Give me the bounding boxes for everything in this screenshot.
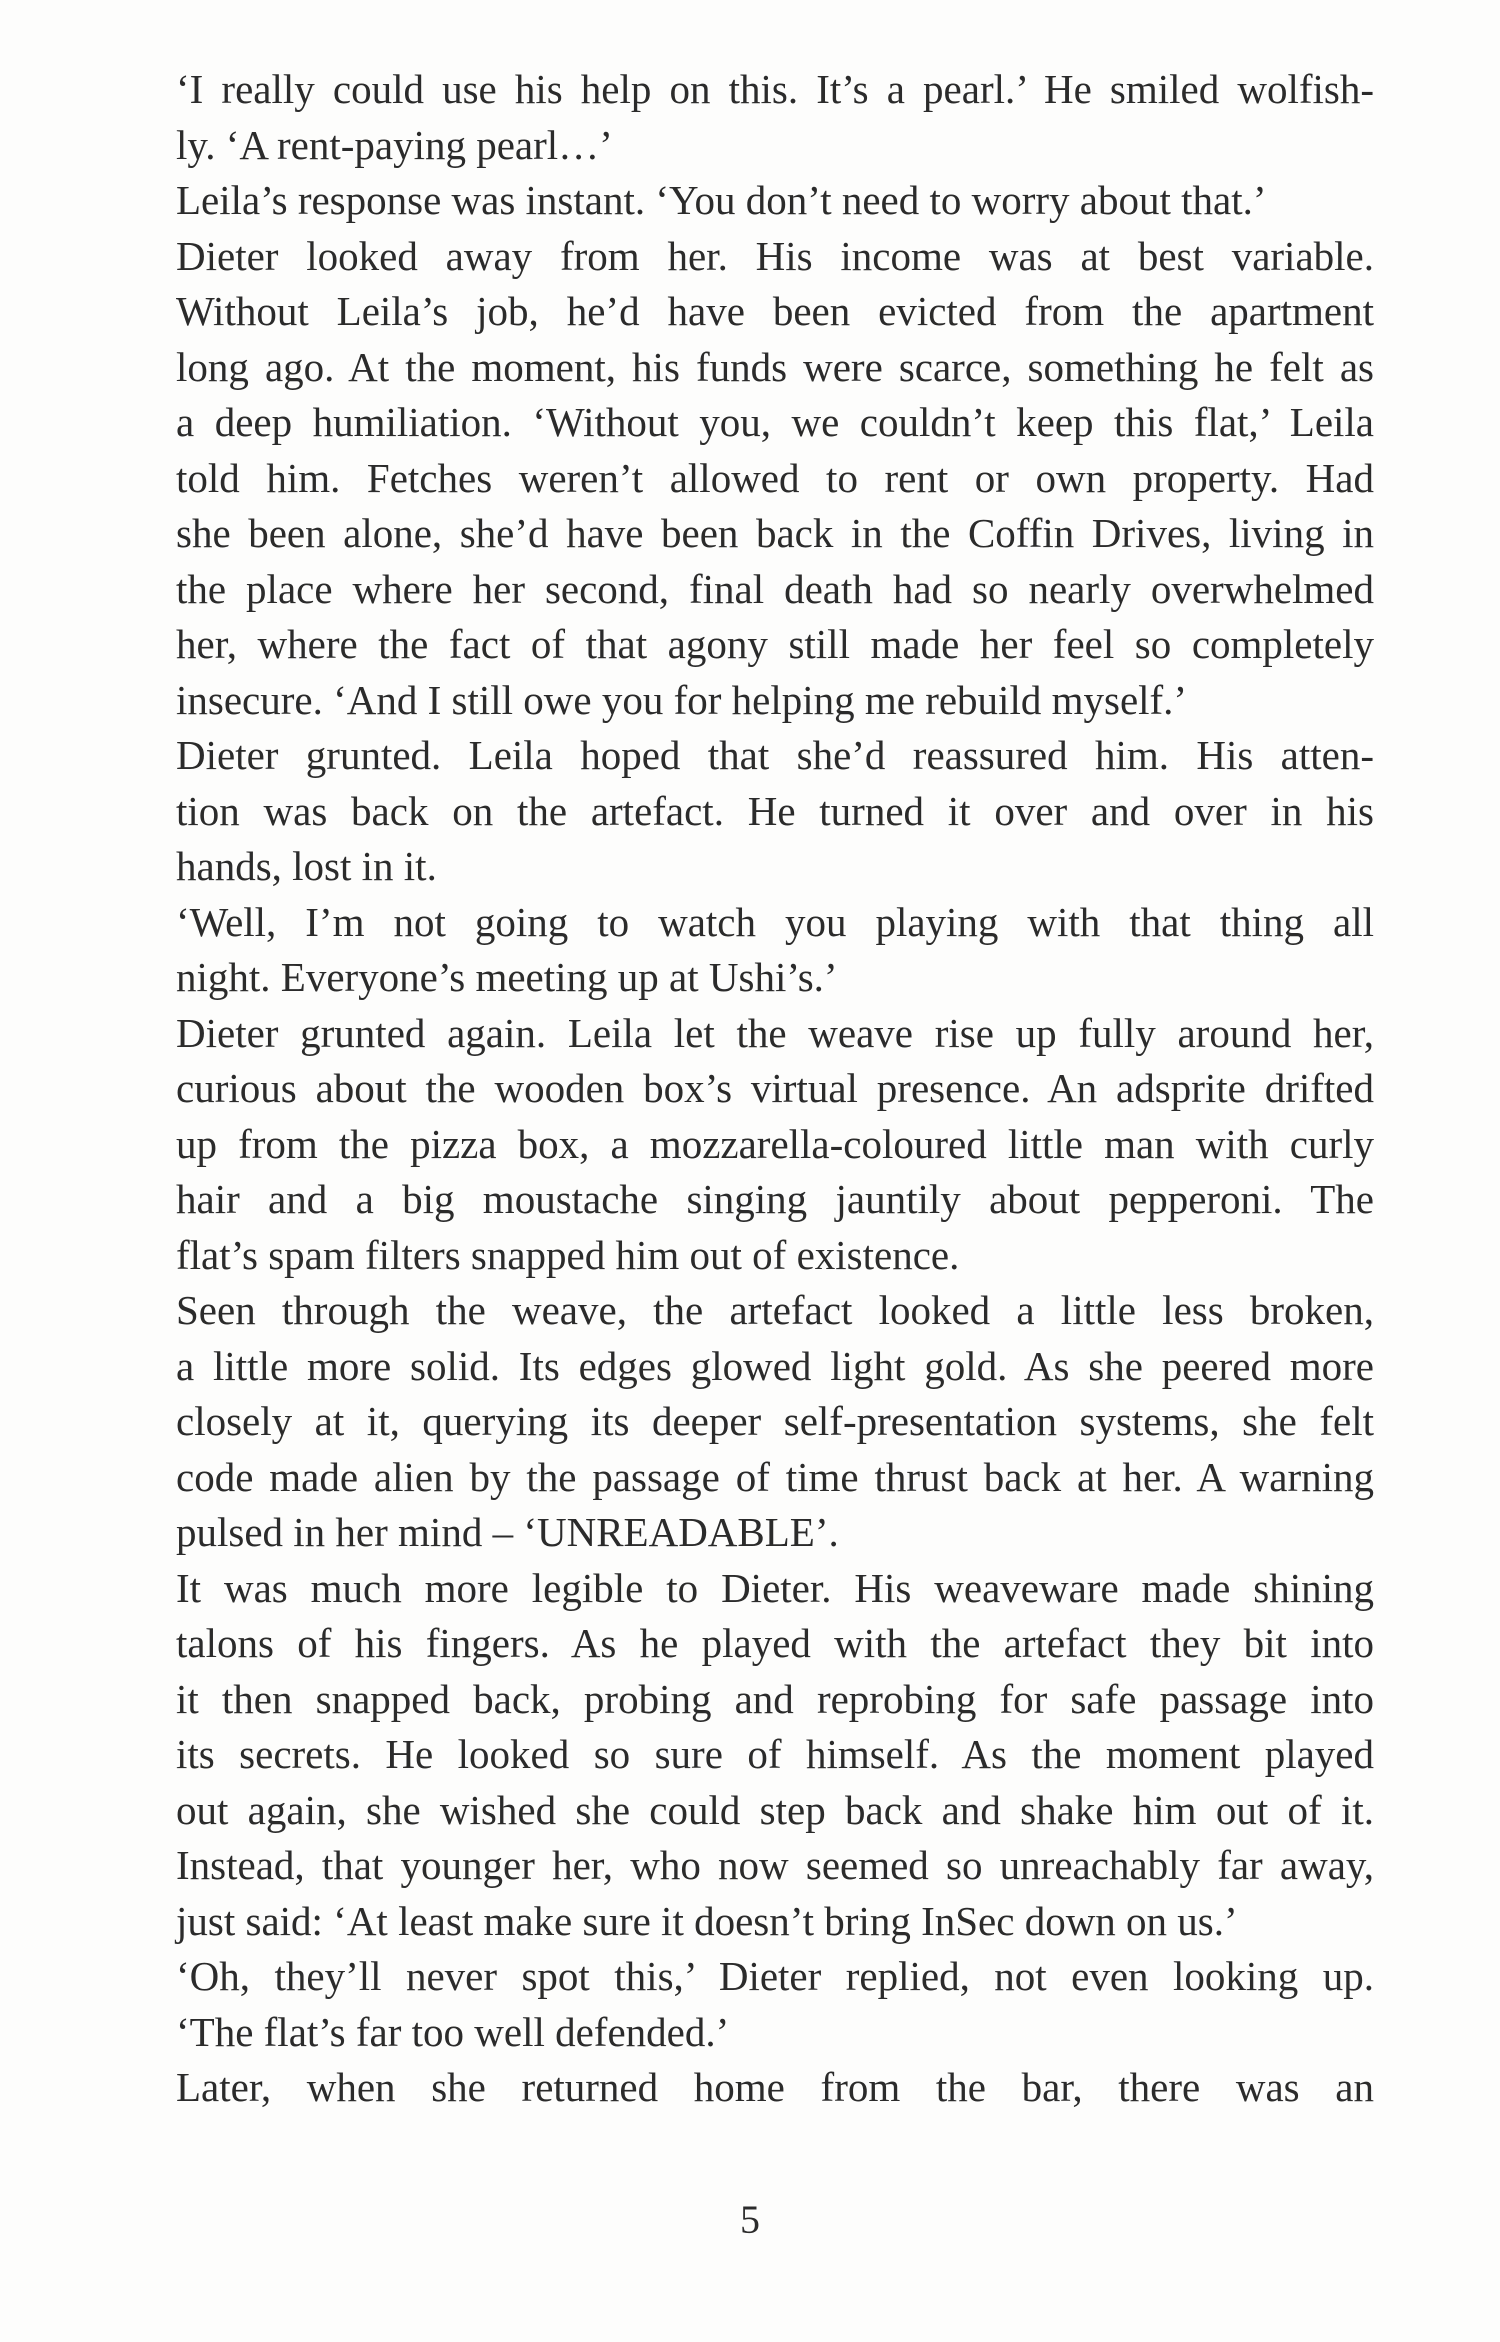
text-line: a little more solid. Its edges glowed light gold. As she peered more bbox=[176, 1342, 1374, 1389]
text-line: ‘The flat’s far too well defended.’ bbox=[176, 2008, 730, 2055]
text-line: insecure. ‘And I still owe you for helping me rebuild myself.’ bbox=[176, 676, 1188, 723]
text-line: Leila’s response was instant. ‘You don’t need to worry about that.’ bbox=[176, 177, 1267, 223]
text-line: up from the pizza box, a mozzarella-coloured little man with curly bbox=[176, 1120, 1374, 1167]
text-line: Dieter grunted again. Leila let the weave rise up fully around her, bbox=[176, 1009, 1374, 1056]
text-line: tion was back on the artefact. He turned it over and over in his bbox=[176, 787, 1374, 834]
text-line: closely at it, querying its deeper self-presentation systems, she felt bbox=[176, 1398, 1374, 1444]
text-line: Without Leila’s job, he’d have been evicted from the apartment bbox=[176, 288, 1374, 334]
text-line: It was much more legible to Dieter. His weaveware made shining bbox=[176, 1564, 1374, 1611]
text-line: her, where the fact of that agony still made her feel so completely bbox=[176, 621, 1374, 667]
text-line: Seen through the weave, the artefact looked a little less broken, bbox=[176, 1287, 1374, 1333]
body-text bbox=[176, 62, 1374, 2116]
text-line: curious about the wooden box’s virtual presence. An adsprite drifted bbox=[176, 1065, 1374, 1111]
text-line: ‘I really could use his help on this. It’s a pearl.’ He smiled wolfish- bbox=[176, 66, 1374, 112]
text-line: talons of his fingers. As he played with the artefact they bit into bbox=[176, 1620, 1374, 1666]
text-line: ly. ‘A rent-paying pearl…’ bbox=[176, 121, 613, 168]
text-line: pulsed in her mind – ‘UNREADABLE’. bbox=[176, 1509, 839, 1555]
text-line: out again, she wished she could step back and shake him out of it. bbox=[176, 1786, 1374, 1833]
text-line: its secrets. He looked so sure of himself. As the moment played bbox=[176, 1731, 1374, 1777]
text-line: she been alone, she’d have been back in the Coffin Drives, living in bbox=[176, 510, 1374, 556]
text-line: hands, lost in it. bbox=[176, 843, 437, 889]
text-line: code made alien by the passage of time thrust back at her. A warning bbox=[176, 1453, 1374, 1500]
text-line: night. Everyone’s meeting up at Ushi’s.’ bbox=[176, 954, 838, 1000]
text-line: ‘Well, I’m not going to watch you playing with that thing all bbox=[176, 898, 1374, 945]
text-line: hair and a big moustache singing jauntily about pepperoni. The bbox=[176, 1176, 1374, 1222]
text-line: a deep humiliation. ‘Without you, we couldn’t keep this flat,’ Leila bbox=[176, 399, 1374, 445]
text-line: Dieter looked away from her. His income was at best variable. bbox=[176, 232, 1374, 279]
page-number: 5 bbox=[740, 2197, 760, 2242]
text-line: it then snapped back, probing and reprobing for safe passage into bbox=[176, 1675, 1374, 1722]
text-line: long ago. At the moment, his funds were scarce, something he felt as bbox=[176, 343, 1374, 390]
text-line: Later, when she returned home from the bar, there was an bbox=[176, 2064, 1374, 2110]
text-line: the place where her second, final death had so nearly overwhelmed bbox=[176, 565, 1374, 612]
text-line: Dieter grunted. Leila hoped that she’d reassured him. His atten- bbox=[176, 732, 1374, 778]
text-line: told him. Fetches weren’t allowed to rent or own property. Had bbox=[176, 454, 1374, 501]
text-line: flat’s spam filters snapped him out of existence. bbox=[176, 1231, 960, 1278]
text-line: ‘Oh, they’ll never spot this,’ Dieter replied, not even looking up. bbox=[176, 1953, 1374, 1999]
text-line: Instead, that younger her, who now seemed so unreachably far away, bbox=[176, 1842, 1374, 1888]
text-line: just said: ‘At least make sure it doesn’t bring InSec down on us.’ bbox=[176, 1897, 1238, 1944]
